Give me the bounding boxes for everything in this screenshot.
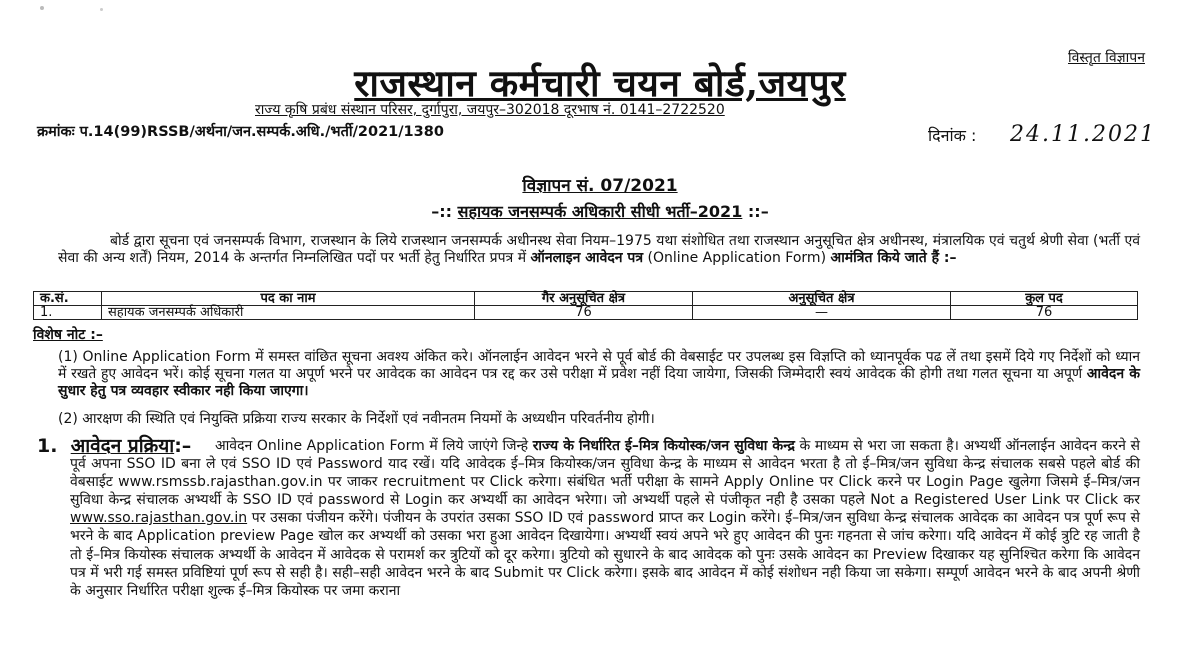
section-title: आवेदन प्रक्रिया [70,435,175,457]
table-cell: 76 [951,306,1138,320]
organization-address: राज्य कृषि प्रबंध संस्थान परिसर, दुर्गापुरा, जयपुर–302018 दूरभाष नं. 0141–2722520 [255,102,725,118]
title-text: सहायक जनसम्पर्क अधिकारी सीधी भर्ती–2021 [457,202,743,221]
table-header: गैर अनुसूचित क्षेत्र [475,292,693,306]
table-header: अनुसूचित क्षेत्र [693,292,951,306]
para-text: आवेदन Online Application Form में लिये जाएंगे जिन्हे [215,438,533,454]
scan-speck [100,8,103,11]
para-text: पर उसका पंजीयन करेंगे। पंजीयन के उपरांत उसका SSO ID एवं password प्राप्त कर Login करेंगे। ई–मित्र/जन सुविधा केन्द्र संचालक आवेदक का आवेदन पत्र पूर्ण रूप से भरने के बाद Application preview Page खोल कर अभ्यर्थी को उसका भरा हुआ आवेदन दिखायेगा। अभ्यर्थी स्वयं अपने भरे हुए आवेदन की पुनः गहनता से जांच करेगा। यदि आवेदन में कोई त्रुटि रह जाती है तो ई–मित्र कियोस्क संचालक अभ्यर्थी के आवेदन में आवेदक से परामर्श कर त्रुटियों को दूर करेगा। त्रुटियो को सुधारने के बाद आवेदक को पुनः उसके आवेदन का Preview दिखाकर यह सुनिश्चित करेगा कि आवेदन पत्र में भरी गई समस्त प्रविष्टियां पूर्ण रूप से सही है। सही–सही आवेदन भरने के बाद Submit पर Click करेगा। इसके बाद आवेदन में कोई संशोधन नही किया जा सकेगा। सम्पूर्ण आवेदन भरने के बाद अपनी श्रेणी के अनुसार निर्धारित परीक्षा शुल्क ई–मित्र कियोस्क पर जमा कराना [70,510,1140,599]
table-cell: सहायक जनसम्पर्क अधिकारी [102,306,475,320]
table-header: पद का नाम [102,292,475,306]
scan-speck [40,6,44,10]
intro-text-2: (Online Application Form) [643,250,831,266]
sso-website-link[interactable]: www.sso.rajasthan.gov.in [70,510,248,527]
table-row [34,306,1138,320]
table-cell: 76 [475,306,693,320]
special-note-heading: विशेष नोट :– [33,327,103,343]
posts-table [33,291,1138,320]
table-header-row [34,292,1138,306]
intro-paragraph [58,233,1140,267]
section-1-paragraph [70,437,1140,600]
note-1-bold: आवेदन के सुधार हेतु पत्र व्यवहार स्वीकार नही किया जाएगा। [58,366,1141,399]
title-prefix: –:: [431,202,458,221]
table-header: क.सं. [34,292,102,306]
note-1 [58,349,1140,400]
detailed-advertisement-label: विस्तृत विज्ञापन [1068,50,1145,66]
advertisement-number: विज्ञापन सं. 07/2021 [522,176,678,196]
table-cell: 1. [34,306,102,320]
section-number: 1. [37,435,58,457]
note-1-text: (1) Online Application Form में समस्त वांछित सूचना अवश्य अंकित करे। ऑनलाईन आवेदन भरने से पूर्व बोर्ड की वेबसाईट पर उपलब्ध इस विज्ञप्ति को ध्यानपूर्वक पढ लें तथा इसमें दिये गए निर्देशों को ध्यान में रखते हुए आवेदन भरें। कोई सूचना गलत या अपूर्ण भरने पर आवेदक का आवेदन पत्र रद्द कर उसे परीक्षा में प्रवेश नहीं दिया जायेगा, जिसकी जिम्मेदारी स्वयं आवेदक की होगी तथा गलत सूचना या अपूर्ण [58,349,1140,382]
reference-number: क्रमांकः प.14(99)RSSB/अर्थना/जन.सम्पर्क.अधि./भर्ती/2021/1380 [37,124,444,140]
intro-text: बोर्ड द्वारा सूचना एवं जनसम्पर्क विभाग, राजस्थान के लिये राजस्थान जनसम्पर्क अधीनस्थ सेवा नियम–1975 यथा संशोधित तथा राजस्थान अनुसूचित क्षेत्र अधीनस्थ, मंत्रालयिक एवं चतुर्थ श्रेणी सेवा (भर्ती एवं सेवा की अन्य शर्तें) नियम, 2014 के अन्तर्गत निम्नलिखित पदों पर भर्ती हेतु निर्धारित प्रपत्र में [58,233,1140,266]
organization-title: राजस्थान कर्मचारी चयन बोर्ड,जयपुर [354,61,846,105]
para-bold: राज्य के निर्धारित ई–मित्र कियोस्क/जन सुविधा केन्द्र [532,438,795,454]
date-value: 24.11.2021 [1010,122,1156,147]
note-2: (2) आरक्षण की स्थिति एवं नियुक्ति प्रक्रिया राज्य सरकार के निर्देशों एवं नवीनतम नियमों के अध्यधीन परिवर्तनीय होगी। [58,411,655,427]
advertisement-title [0,200,1200,222]
section-title-suffix: :– [174,435,192,457]
para-text: के माध्यम से भरा जा सकता है। अभ्यर्थी ऑनलाईन आवेदन करने से पूर्व अपना SSO ID बना ले एवं SSO ID एवं Password याद रखें। यदि आवेदक ई–मित्र कियोस्क/जन सुविधा केन्द्र के माध्यम से आवेदन भरता है तो ई–मित्र/जन सुविधा केन्द्र संचालक सबसे पहले बोर्ड की वेबसाईट www.rsmssb.rajasthan.gov.in पर जाकर recruitment पर Click करेगा। संबंधित भर्ती परीक्षा के सामने Apply Online पर Click करने पर Login Page खुलेगा जिसमे ई–मित्र/जन सुविधा केन्द्र संचालक अभ्यर्थी के SSO ID एवं password से Login कर अभ्यर्थी का आवेदन भरेगा। जो अभ्यर्थी पहले से पंजीकृत नही है उसका पहले Not a Registered User Link पर Click कर [70,438,1140,509]
table-cell: — [693,306,951,320]
table-header: कुल पद [951,292,1138,306]
title-suffix: ::– [742,202,769,221]
date-label: दिनांक : [928,126,977,145]
intro-bold-2: आमंत्रित किये जाते हैं :– [830,250,957,266]
intro-bold: ऑनलाइन आवेदन पत्र [530,250,644,266]
